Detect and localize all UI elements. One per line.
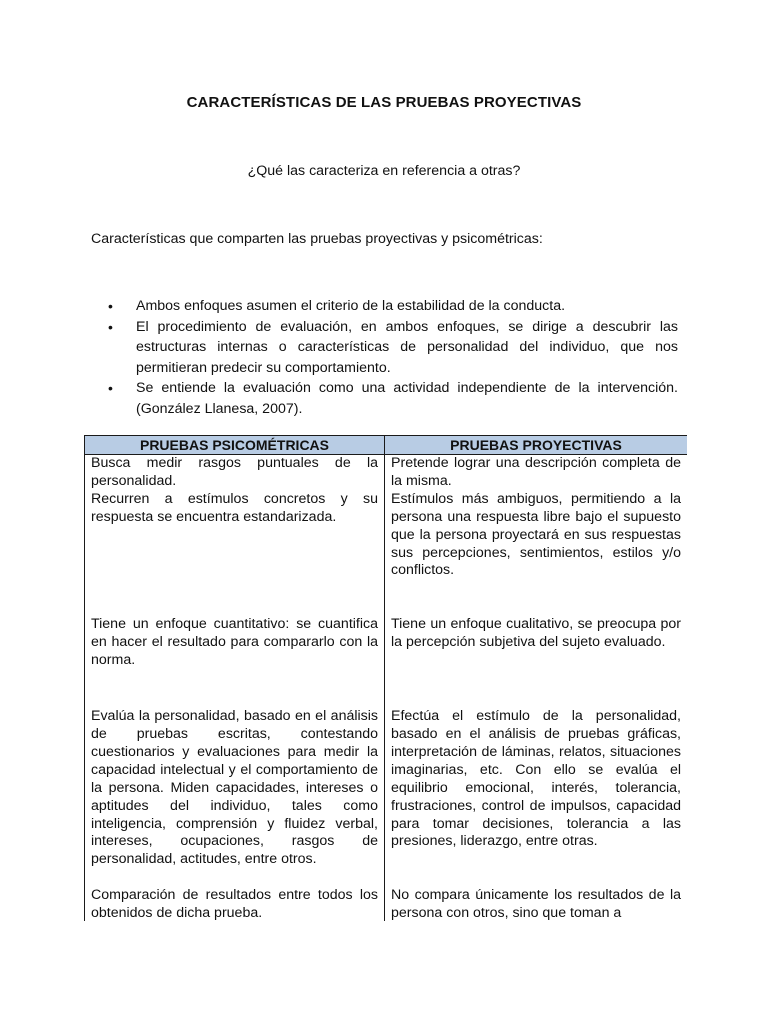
table-cell <box>85 887 385 921</box>
table-row <box>85 616 688 670</box>
comparison-table <box>84 435 687 921</box>
cell-text: Evalúa la personalidad, basado en el análisis de pruebas escritas, contestando cuestionarios y evaluaciones para medir la capacidad intelectual y el comportamiento de la persona. Miden capacidades, intereses o aptitudes del individuo, tales como inteligencia, comprensión y fluidez verbal, intereses, ocupaciones, rasgos de personalidad, actitudes, entre otros. <box>91 708 378 868</box>
table-cell <box>385 887 688 921</box>
list-item <box>108 378 678 419</box>
table-cell <box>85 708 385 869</box>
table-cell <box>385 455 688 581</box>
cell-text: No compara únicamente los resultados de la persona con otros, sino que toman a <box>391 887 681 921</box>
cell-text: Tiene un enfoque cuantitativo: se cuantifica en hacer el resultado para compararlo con la norma. <box>91 616 378 669</box>
table-row <box>85 887 688 921</box>
header-proyectivas: PRUEBAS PROYECTIVAS <box>385 436 688 455</box>
cell-text: Comparación de resultados entre todos los obtenidos de dicha prueba. <box>91 887 378 921</box>
bullet-text: El procedimiento de evaluación, en ambos enfoques, se dirige a descubrir las estructuras internas o características de personalidad del individuo, que nos permitieran predecir su comportamiento. <box>136 318 678 376</box>
table-spacer-row <box>85 580 688 616</box>
table-header-row <box>85 436 688 455</box>
document-title: CARACTERÍSTICAS DE LAS PRUEBAS PROYECTIVAS <box>186 94 582 111</box>
document-subtitle: ¿Qué las caracteriza en referencia a otras? <box>247 163 521 179</box>
bullet-list <box>108 296 678 420</box>
cell-text: Tiene un enfoque cualitativo, se preocupa por la percepción subjetiva del sujeto evaluado. <box>391 616 681 651</box>
table-row <box>85 455 688 581</box>
list-item <box>108 296 678 317</box>
bullet-text: Ambos enfoques asumen el criterio de la estabilidad de la conducta. <box>136 298 566 314</box>
table-row <box>85 708 688 869</box>
comparison-table-container <box>84 435 687 921</box>
bullet-text: Se entiende la evaluación como una actividad independiente de la intervención. (González Llanesa, 2007). <box>136 380 678 417</box>
cell-text: Efectúa el estímulo de la personalidad, basado en el análisis de pruebas gráficas, interpretación de láminas, relatos, situaciones imaginarias, etc. Con ello se evalúa el equilibrio emocional, interés, tolerancia, frustraciones, control de impulsos, capacidad para tomar decisiones, tolerancia a las presiones, liderazgo, entre otras. <box>391 708 681 850</box>
table-cell <box>85 455 385 581</box>
list-item <box>108 317 678 379</box>
bullet-icon: • <box>108 380 113 397</box>
table-cell <box>85 616 385 670</box>
cell-text: Estímulos más ambiguos, permitiendo a la persona una respuesta libre bajo el supuesto que la persona proyectará en sus respuestas sus percepciones, sentimientos, estilos y/o conflictos. <box>391 490 681 579</box>
bullet-icon: • <box>108 298 113 314</box>
bullet-icon: • <box>108 318 113 335</box>
table-spacer-row <box>85 869 688 887</box>
cell-text: Pretende lograr una descripción completa de la misma. <box>391 455 681 489</box>
table-cell <box>385 708 688 869</box>
table-cell <box>385 616 688 670</box>
intro-paragraph: Características que comparten las pruebas proyectivas y psicométricas: <box>91 231 543 247</box>
cell-text: Busca medir rasgos puntuales de la personalidad. <box>91 455 378 489</box>
header-psicometricas: PRUEBAS PSICOMÉTRICAS <box>85 436 385 455</box>
table-spacer-row <box>85 670 688 708</box>
cell-text: Recurren a estímulos concretos y su respuesta se encuentra estandarizada. <box>91 490 378 525</box>
